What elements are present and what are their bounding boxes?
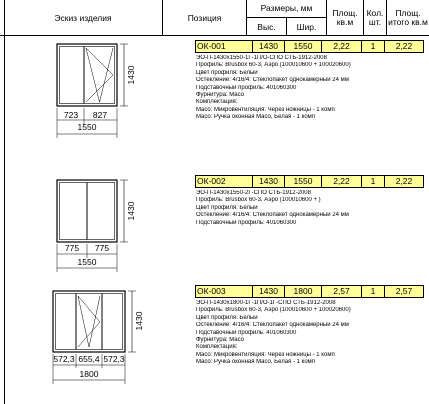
sketch1-total-label: 1550 <box>77 122 97 132</box>
item-qty: 1 <box>362 286 385 297</box>
spec-line: ЭО-П-1430х1550-2Г-СПО СТБ-1912-2008 <box>196 190 311 196</box>
spec-line: ЭО-П-1430х1550-1Г-1П/О-СПО СТБ-1912-2008 <box>196 55 327 61</box>
spec-line: Maco: Микровентиляция: Через ножницы - 1 комп <box>196 351 335 358</box>
item-height: 1430 <box>253 41 285 52</box>
sketch3-sash-label-2: 655,4 <box>78 354 100 364</box>
spec-line: Цвет профиля: Белый <box>196 69 258 76</box>
header-sketch: Эскиз изделия <box>4 0 163 36</box>
spec-line: Цвет профиля: Белый <box>196 204 258 211</box>
header-qty: Кол. шт. <box>364 0 387 36</box>
header-height: Выс. <box>247 18 287 36</box>
item-qty: 1 <box>362 176 385 187</box>
item-height: 1430 <box>253 286 285 297</box>
summary-row-ok-001[interactable] <box>195 40 424 53</box>
sketch1-sash-label-2: 827 <box>92 110 108 120</box>
item-width: 1550 <box>285 41 322 52</box>
sketch-ok-003 <box>53 291 144 384</box>
sketch3-height-label: 1430 <box>134 311 144 331</box>
spec-line: ЭО-П-1430х1800-1Г-1П/О-1Г-СПО СТБ-1912-2008 <box>196 300 336 306</box>
spec-line: Maco: Микровентиляция: Через ножницы - 1 комп <box>196 106 335 113</box>
sketch2-sash-label-2: 775 <box>94 243 110 253</box>
item-total: 2,22 <box>395 176 413 186</box>
item-total: 2,57 <box>395 286 413 296</box>
sketch2-total-label: 1550 <box>77 257 97 267</box>
item-height: 1430 <box>253 176 285 187</box>
spec-line: Подставочный профиль: 401060300 <box>196 219 297 226</box>
spec-line: Профиль: Brusbox 60-3, Аэро (100010600 + 100020600) <box>196 307 351 314</box>
header-total-area: Площ. итого кв.м <box>388 8 428 27</box>
sketch-ok-001 <box>57 44 136 138</box>
item-width: 1550 <box>285 176 322 187</box>
spec-line: Maco: Ручка оконная Maco, Белая - 1 комп <box>196 114 316 121</box>
sketch2-sash-label-1: 775 <box>64 243 80 253</box>
spec-line: Цвет профиля: Белый <box>196 314 258 321</box>
item-total: 2,22 <box>395 41 413 51</box>
spec-line: Maco: Ручка оконная Maco, Белая - 1 комп <box>196 359 316 366</box>
spec-line: Остекление: 4/16/4: Стеклопакет однокамерный 24 мм <box>196 212 349 219</box>
sketch1-sash-label-1: 723 <box>63 110 79 120</box>
item-area: 2,22 <box>322 41 362 52</box>
spec-line: Остекление: 4/16/4: Стеклопакет однокамерный 24 мм <box>196 77 349 84</box>
item-width: 1800 <box>285 286 322 297</box>
item-id: ОК-002 <box>196 176 253 187</box>
spec-line: Фурнитура: Maco <box>196 92 244 99</box>
header-position: Позиция <box>163 0 247 36</box>
sketch-ok-002 <box>57 180 136 272</box>
sketch3-total-label: 1800 <box>79 369 99 379</box>
sketch1-height-label: 1430 <box>126 65 136 85</box>
header-area: Площ. кв.м <box>327 0 364 36</box>
spec-ok-002 <box>196 190 426 227</box>
spec-line: Комплектация: <box>196 344 238 351</box>
item-id: ОК-003 <box>196 286 253 297</box>
spec-ok-003 <box>196 300 426 367</box>
item-area: 2,22 <box>322 176 362 187</box>
sketch2-height-label: 1430 <box>126 201 136 221</box>
header-width: Шир. <box>287 18 327 36</box>
spec-line: Комплектация: <box>196 99 238 106</box>
summary-row-ok-002[interactable] <box>195 175 424 188</box>
spec-line: Остекление: 4/16/4: Стеклопакет однокамерный 24 мм <box>196 322 349 329</box>
spec-line: Профиль: Brusbox 60-3, Аэро (100010600 + 100020600) <box>196 62 351 69</box>
item-qty: 1 <box>362 41 385 52</box>
spec-line: Фурнитура: Maco <box>196 337 244 344</box>
item-area: 2,57 <box>322 286 362 297</box>
header-sizes: Размеры, мм <box>247 0 327 18</box>
item-id: ОК-001 <box>196 41 253 52</box>
sketch3-sash-label-1: 572,3 <box>53 354 75 364</box>
spec-ok-001 <box>196 55 426 122</box>
summary-row-ok-003[interactable] <box>195 285 424 298</box>
spec-line: Подставочный профиль: 401060300 <box>196 84 297 91</box>
spec-line: Подставочный профиль: 401060300 <box>196 329 297 336</box>
spec-line: Профиль: Brusbox 60-3, Аэро (100010600 + ) <box>196 197 321 204</box>
sketch3-sash-label-3: 572,3 <box>103 354 125 364</box>
